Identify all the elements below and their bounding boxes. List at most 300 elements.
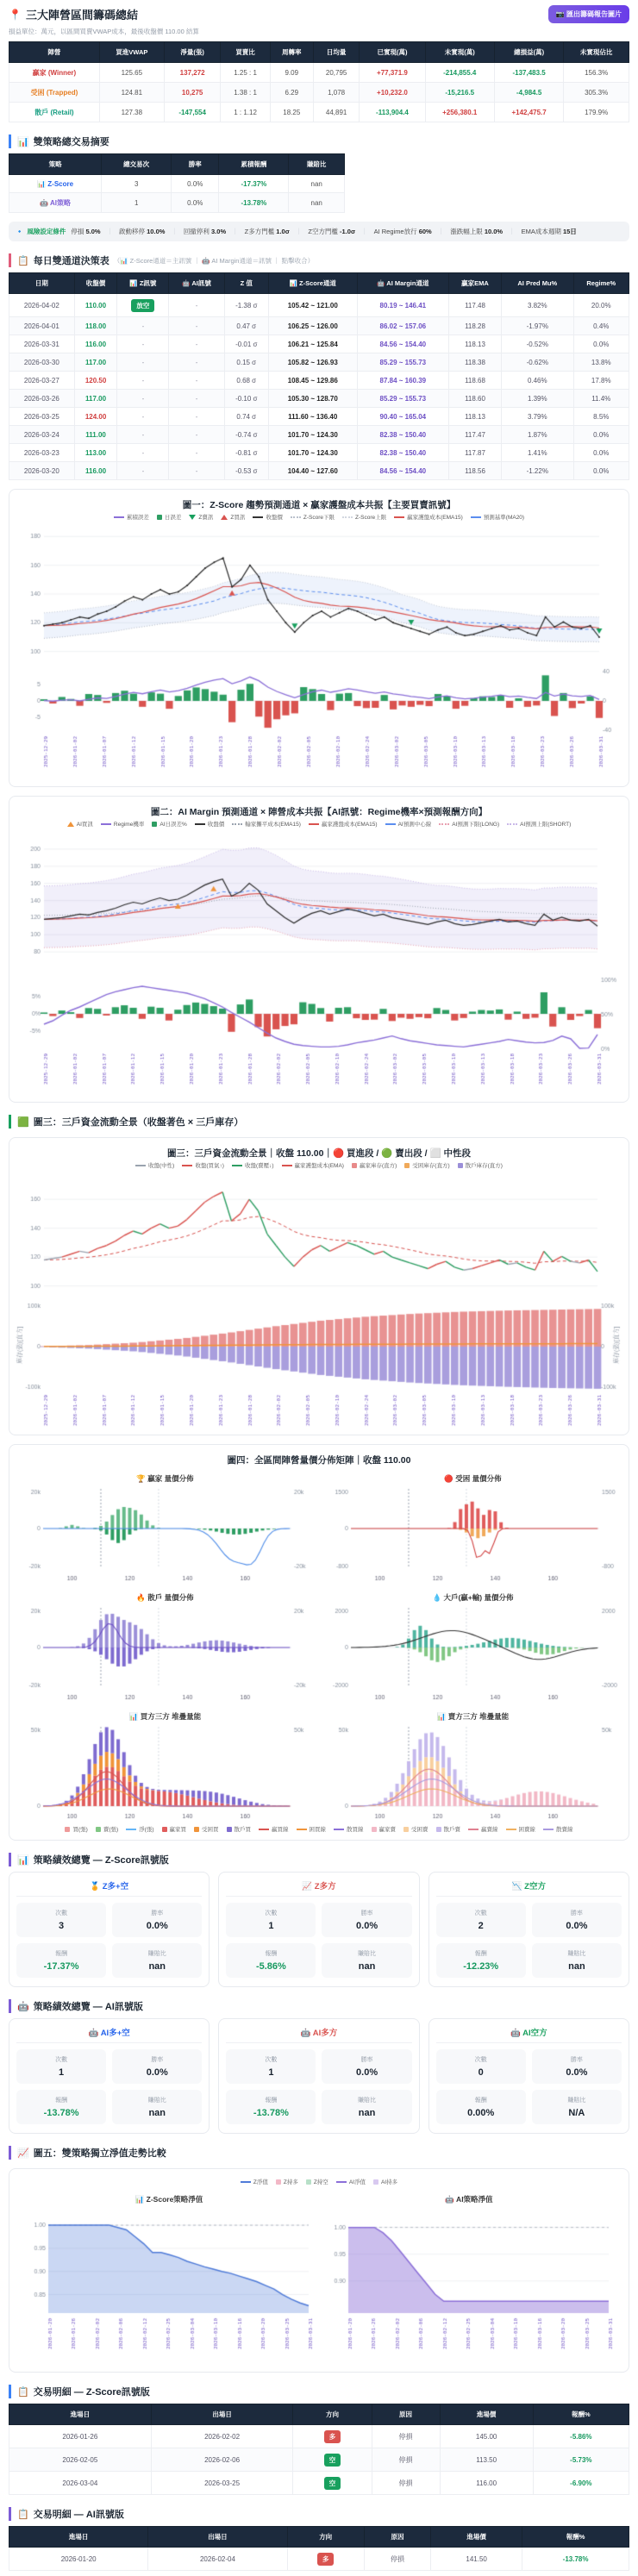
ai-signal-cell: - <box>169 294 224 317</box>
risk-item: AI Regime放行 60% <box>373 228 432 235</box>
legend-marker <box>404 1163 410 1168</box>
legend-item[interactable] <box>221 513 245 521</box>
decision-row[interactable] <box>9 317 629 335</box>
direction-cell <box>287 2548 364 2571</box>
metric-box <box>436 1903 526 1937</box>
legend-item[interactable] <box>373 2178 397 2185</box>
metric-label: 報酬 <box>474 1951 487 1957</box>
column-header: 日期 <box>9 273 75 294</box>
column-header: 日均量 <box>313 42 360 63</box>
legend-item[interactable] <box>306 2178 328 2185</box>
legend-marker <box>65 1827 70 1832</box>
camp-row <box>9 63 629 83</box>
export-report-button[interactable]: 📷 匯出籌碼報告圖片 <box>548 5 629 23</box>
legend-label: 贏家護盤成本(EMA15) <box>321 822 378 828</box>
ema-cell: 118.28 <box>448 317 501 335</box>
legend-item[interactable] <box>276 2178 298 2185</box>
ai-signal-cell: - <box>169 462 224 480</box>
z-value-cell: -0.10 σ <box>224 390 268 408</box>
column-header: 進場價 <box>431 2527 522 2548</box>
z-signal-cell: - <box>117 426 169 444</box>
ai-signal-cell: - <box>169 372 224 390</box>
subplot-title: 🏆 贏家 量價分佈 <box>136 1474 194 1483</box>
metric-value: 0.0% <box>356 1921 378 1931</box>
legend-label: 淨(張) <box>139 1827 154 1833</box>
legend-label: AI預測上限(SHORT) <box>520 822 572 828</box>
column-header: 出場日 <box>148 2527 287 2548</box>
table-cell: -4,984.5 <box>494 83 563 103</box>
metric-label: 勝率 <box>570 2057 583 2063</box>
legend-item[interactable] <box>189 513 213 521</box>
legend-marker <box>259 1829 269 1830</box>
legend-marker <box>543 1829 554 1830</box>
legend-item[interactable] <box>67 820 93 828</box>
regime-cell: 13.8% <box>573 353 629 372</box>
metric-value: 0.0% <box>146 2067 168 2078</box>
ai-trades-table <box>9 2526 629 2571</box>
legend-item[interactable] <box>543 1825 573 1833</box>
date-cell: 2026-04-01 <box>9 317 75 335</box>
z-signal-cell: - <box>117 444 169 462</box>
subplot-title: 📊 買方三方 堆疊量能 <box>128 1712 202 1721</box>
metric-label: 賺賠比 <box>358 2098 377 2104</box>
z-value-cell: -1.38 σ <box>224 294 268 317</box>
camp-row <box>9 103 629 122</box>
legend-item[interactable] <box>282 1161 344 1169</box>
legend-label: 輸家攤平成本(EMA15) <box>245 822 301 828</box>
legend-item[interactable] <box>101 820 144 828</box>
chart4-card <box>9 1444 629 1841</box>
column-header: 方向 <box>287 2527 364 2548</box>
ema-cell: 118.56 <box>448 462 501 480</box>
perf-z-cards <box>9 1872 629 1987</box>
metric-label: 報酬 <box>474 2098 487 2104</box>
legend-label: 受困庫存(直方) <box>412 1163 450 1169</box>
metric-value: 1 <box>268 2067 274 2078</box>
z-signal-cell <box>117 294 169 317</box>
legend-item[interactable] <box>471 513 524 521</box>
legend-label: 日誤差 <box>164 515 182 521</box>
ema-cell: 118.68 <box>448 372 501 390</box>
clipboard-icon: 📋 <box>17 2386 29 2398</box>
risk-item: EMA成本週期 15日 <box>521 228 577 235</box>
legend-item[interactable] <box>65 1825 87 1833</box>
subplot-title: 🔥 散戶 量價分佈 <box>136 1593 194 1602</box>
legend-marker <box>157 515 162 520</box>
legend-item[interactable] <box>468 1825 498 1833</box>
legend-label: 散戶賣 <box>443 1827 461 1833</box>
legend-item[interactable] <box>507 820 571 828</box>
chart3-legend <box>15 1161 623 1169</box>
ema-cell: 117.47 <box>448 426 501 444</box>
legend-label: 散賣線 <box>556 1827 573 1833</box>
volume-profile-subplot <box>15 1468 316 1585</box>
decision-row[interactable] <box>9 372 629 390</box>
mu-cell: -1.97% <box>502 317 573 335</box>
table-cell: 0.0% <box>172 175 219 193</box>
perf-card-title: 📈 Z多方 <box>226 1879 411 1897</box>
legend-label: 散買線 <box>347 1827 364 1833</box>
legend-label: AI持多 <box>380 2179 398 2185</box>
chart5-legend <box>15 2178 623 2185</box>
legend-item[interactable] <box>436 1825 461 1833</box>
column-header: 進場日 <box>9 2527 148 2548</box>
legend-item[interactable] <box>194 1825 219 1833</box>
metric-box <box>436 2049 526 2084</box>
date-cell: 2026-03-27 <box>9 372 75 390</box>
legend-item[interactable] <box>96 1825 118 1833</box>
legend-marker <box>232 1165 242 1166</box>
close-cell: 116.00 <box>74 462 117 480</box>
mu-cell: 3.82% <box>502 294 573 317</box>
z-signal-cell: - <box>117 408 169 426</box>
mu-cell: 1.87% <box>502 426 573 444</box>
price-cell: 145.00 <box>440 2425 533 2448</box>
camp-summary-table <box>9 41 629 122</box>
legend-label: AI淨值 <box>348 2179 366 2185</box>
close-cell: 111.00 <box>74 426 117 444</box>
decision-note: （📊 Z-Score通道＝主訊號 ｜ 🤖 AI Margin通道＝訊號 ｜ 點擊收合） <box>113 256 315 265</box>
legend-item[interactable] <box>385 820 432 828</box>
mu-cell: -0.52% <box>502 335 573 353</box>
date-cell: 2026-04-02 <box>9 294 75 317</box>
legend-item[interactable] <box>342 513 386 521</box>
column-header: 陣營 <box>9 42 100 63</box>
legend-label: AI買訊 <box>76 822 93 828</box>
risk-item: 漲跌幅上限 10.0% <box>450 228 504 235</box>
legend-marker <box>253 516 263 518</box>
z-signal-cell: - <box>117 462 169 480</box>
decision-row[interactable] <box>9 444 629 462</box>
chart1-title: 圖一：Z-Score 趨勢預測通道 × 贏家護盤成本共振【主要買賣訊號】 <box>182 500 456 510</box>
ai-channel-cell: 85.29 ~ 155.73 <box>357 353 448 372</box>
ai-signal-cell: - <box>169 444 224 462</box>
metric-value: 0.0% <box>566 1921 588 1931</box>
legend-marker <box>291 516 301 518</box>
decision-row[interactable] <box>9 294 629 317</box>
ai-equity-chart[interactable] <box>322 2204 616 2368</box>
metric-label: 次數 <box>265 1910 278 1916</box>
legend-item[interactable] <box>232 820 301 828</box>
z-value-cell: 0.68 σ <box>224 372 268 390</box>
metric-box <box>226 1943 316 1978</box>
z-value-cell: -0.81 σ <box>224 444 268 462</box>
regime-cell: 0.0% <box>573 462 629 480</box>
legend-label: 贏家庫存(直方) <box>359 1163 397 1169</box>
mu-cell: -1.22% <box>502 462 573 480</box>
ema-cell: 117.87 <box>448 444 501 462</box>
legend-label: Z持空 <box>313 2179 328 2185</box>
metric-value: N/A <box>568 2108 585 2118</box>
perf-card <box>218 1872 419 1987</box>
legend-item[interactable] <box>157 513 182 521</box>
chart5-card <box>9 2168 629 2373</box>
metric-value: -13.78% <box>43 2108 79 2118</box>
legend-marker <box>506 1829 516 1830</box>
column-header: 🤖 AI訊號 <box>169 273 224 294</box>
date-cell: 2026-02-05 <box>9 2448 152 2472</box>
section-decision: 📋 每日雙通道決策表 （📊 Z-Score通道＝主訊號 ｜ 🤖 AI Margin通道＝訊號 ｜ 點擊收合） <box>9 253 629 267</box>
short-signal-badge: 放空 <box>131 299 154 312</box>
legend-item[interactable] <box>232 1161 274 1169</box>
chart3-title: 圖三：三戶資金流動全景｜收盤 110.00｜🔴 買進段 / 🟢 賣出段 / ⬜ 中性段 <box>167 1148 471 1159</box>
date-cell: 2026-02-02 <box>151 2425 293 2448</box>
legend-item[interactable] <box>309 820 378 828</box>
close-cell: 116.00 <box>74 335 117 353</box>
direction-badge: 空 <box>324 2477 341 2490</box>
risk-item: 回撤停利 3.0% <box>183 228 227 235</box>
legend-label: 贏家賣 <box>378 1827 397 1833</box>
legend-item[interactable] <box>114 513 149 521</box>
metric-box <box>112 2090 202 2124</box>
regime-cell: 0.0% <box>573 444 629 462</box>
regime-cell: 0.4% <box>573 317 629 335</box>
strategy-name: 🤖 AI策略 <box>9 193 102 213</box>
column-header: 已實現(萬) <box>360 42 425 63</box>
decision-row[interactable] <box>9 353 629 372</box>
metric-value: 0.0% <box>566 2067 588 2078</box>
legend-item[interactable] <box>297 1825 327 1833</box>
legend-item[interactable] <box>439 820 499 828</box>
legend-item[interactable] <box>506 1825 536 1833</box>
legend-item[interactable] <box>352 1161 397 1169</box>
metric-label: 勝率 <box>360 2057 373 2063</box>
z-channel-cell: 105.30 ~ 128.70 <box>268 390 357 408</box>
table-cell: +256,380.1 <box>425 103 494 122</box>
date-cell: 2026-03-24 <box>9 426 75 444</box>
metric-grid <box>226 1903 411 1978</box>
decision-row[interactable] <box>9 426 629 444</box>
metric-box <box>112 1943 202 1978</box>
legend-marker <box>297 1829 307 1830</box>
section-trades-z: 📋 交易明細 — Z-Score訊號版 <box>9 2385 629 2398</box>
clipboard-icon: 📋 <box>17 2509 29 2520</box>
metric-box <box>226 2090 316 2124</box>
legend-item[interactable] <box>394 513 463 521</box>
column-header: 策略 <box>9 154 102 175</box>
reason-cell: 停損 <box>364 2548 430 2571</box>
volume-profile-subplot <box>15 1587 316 1704</box>
table-cell: 156.3% <box>564 63 629 83</box>
column-header: 進場日 <box>9 2404 152 2425</box>
direction-cell <box>293 2425 372 2448</box>
metric-box <box>322 1903 411 1937</box>
metric-value: 0.0% <box>146 1921 168 1931</box>
ai-signal-cell: - <box>169 390 224 408</box>
close-cell: 110.00 <box>74 294 117 317</box>
legend-item[interactable] <box>334 1825 364 1833</box>
z-value-cell: 0.74 σ <box>224 408 268 426</box>
return-cell: -5.86% <box>533 2425 629 2448</box>
legend-item[interactable] <box>241 2178 268 2185</box>
metric-box <box>532 2090 622 2124</box>
z-signal-cell: - <box>117 317 169 335</box>
legend-marker <box>385 823 396 825</box>
chart2-card <box>9 796 629 1103</box>
metric-value: nan <box>148 2108 166 2118</box>
legend-marker <box>221 515 228 520</box>
reason-cell: 停損 <box>372 2425 440 2448</box>
metric-label: 報酬 <box>265 1951 278 1957</box>
legend-item[interactable] <box>182 1161 224 1169</box>
z-channel-cell: 111.60 ~ 136.40 <box>268 408 357 426</box>
metric-box <box>322 1943 411 1978</box>
close-cell: 120.50 <box>74 372 117 390</box>
perf-card-title: 📉 Z空方 <box>436 1879 622 1897</box>
metric-value: nan <box>358 2108 376 2118</box>
chart2-title: 圖二：AI Margin 預測通道 × 陣營成本共振【AI訊號：Regime機率×預測報酬方向】 <box>150 807 488 817</box>
table-cell: 137,272 <box>164 63 221 83</box>
legend-item[interactable] <box>152 820 186 828</box>
legend-label: AI預測中心線 <box>397 822 432 828</box>
column-header: 原因 <box>364 2527 430 2548</box>
legend-item[interactable] <box>253 513 283 521</box>
volume-profile-canvas[interactable] <box>17 1484 314 1585</box>
table-cell: 1 <box>102 193 172 213</box>
price-cell: 116.00 <box>440 2472 533 2495</box>
metric-box <box>112 2049 202 2084</box>
ai-margin-channel-chart[interactable] <box>15 831 623 1098</box>
date-cell: 2026-03-20 <box>9 462 75 480</box>
legend-marker <box>162 1827 167 1832</box>
decision-row[interactable] <box>9 462 629 480</box>
decision-row[interactable] <box>9 390 629 408</box>
legend-item[interactable] <box>404 1161 449 1169</box>
legend-marker <box>336 2181 347 2183</box>
legend-label: 累積誤差 <box>126 515 149 521</box>
z-channel-cell: 106.21 ~ 125.84 <box>268 335 357 353</box>
table-cell: 1.38 : 1 <box>221 83 270 103</box>
legend-item[interactable] <box>403 1825 428 1833</box>
ema-cell: 118.60 <box>448 390 501 408</box>
legend-label: 賣(張) <box>103 1827 119 1833</box>
legend-marker <box>114 516 124 518</box>
legend-marker <box>372 1827 377 1832</box>
ai-channel-cell: 82.38 ~ 150.40 <box>357 426 448 444</box>
column-header: 賺賠比 <box>289 154 345 175</box>
perf-card-title: 🤖 AI空方 <box>436 2026 622 2043</box>
date-cell: 2026-03-04 <box>9 2472 152 2495</box>
zscore-channel-chart[interactable] <box>15 524 623 783</box>
legend-label: 散戶買 <box>234 1827 252 1833</box>
z-channel-cell: 105.82 ~ 126.93 <box>268 353 357 372</box>
column-header: 出場日 <box>151 2404 293 2425</box>
legend-marker <box>152 822 157 827</box>
column-header: 方向 <box>293 2404 372 2425</box>
date-cell: 2026-03-31 <box>9 335 75 353</box>
metric-value: 2 <box>478 1921 484 1931</box>
table-cell: +10,232.0 <box>360 83 425 103</box>
legend-item[interactable] <box>227 1825 252 1833</box>
table-cell: 受困 (Trapped) <box>9 83 100 103</box>
column-header: 勝率 <box>172 154 219 175</box>
metric-value: 0.0% <box>356 2067 378 2078</box>
ai-channel-cell: 80.19 ~ 146.41 <box>357 294 448 317</box>
volume-profile-canvas[interactable] <box>325 1722 622 1823</box>
metric-label: 賺賠比 <box>567 2098 586 2104</box>
legend-item[interactable] <box>162 1825 187 1833</box>
metric-box <box>16 1903 106 1937</box>
bar-chart-icon: 📊 <box>17 1854 29 1866</box>
equity-ai-title: 🤖 AI策略淨值 <box>445 2195 493 2204</box>
strategy-row <box>9 175 345 193</box>
date-cell: 2026-03-25 <box>9 408 75 426</box>
volume-profile-canvas[interactable] <box>325 1484 622 1585</box>
metric-box <box>532 1903 622 1937</box>
metric-box <box>322 2090 411 2124</box>
decision-row[interactable] <box>9 335 629 353</box>
column-header: 收盤價 <box>74 273 117 294</box>
direction-badge: 空 <box>324 2454 341 2467</box>
legend-label: 收盤價 <box>266 515 283 521</box>
legend-item[interactable] <box>195 820 225 828</box>
green-chart-icon: 🟩 <box>17 1116 29 1128</box>
ai-signal-cell: - <box>169 335 224 353</box>
metric-box <box>436 1943 526 1978</box>
legend-item[interactable] <box>126 1825 153 1833</box>
bar-chart-icon: 📊 <box>17 136 29 147</box>
metric-value: 0.00% <box>467 2108 495 2118</box>
volume-profile-subplot <box>322 1706 623 1823</box>
legend-label: 收盤(賣壓↓) <box>244 1163 274 1169</box>
legend-marker <box>373 2179 378 2185</box>
subplot-title: 💧 大戶(贏+輸) 量價分佈 <box>432 1593 514 1602</box>
legend-label: Z賣訊 <box>198 515 214 521</box>
fund-flow-chart[interactable] <box>15 1172 623 1431</box>
chart4-title: 圖四：全區間陣營量價分佈矩陣｜收盤 110.00 <box>227 1455 411 1466</box>
legend-item[interactable] <box>259 1825 289 1833</box>
decision-row[interactable] <box>9 408 629 426</box>
volume-profile-subplot <box>322 1587 623 1704</box>
perf-card <box>9 1872 210 1987</box>
legend-item[interactable] <box>135 1161 174 1169</box>
legend-item[interactable] <box>291 513 335 521</box>
legend-label: Regime機率 <box>113 822 145 828</box>
metric-value: nan <box>148 1961 166 1972</box>
separator: ｜ <box>232 228 239 235</box>
legend-marker <box>436 1827 441 1832</box>
column-header: 買進VWAP <box>99 42 164 63</box>
mu-cell: -0.62% <box>502 353 573 372</box>
close-cell: 117.00 <box>74 390 117 408</box>
legend-label: AI預測下限(LONG) <box>452 822 500 828</box>
z-equity-chart[interactable] <box>22 2204 316 2368</box>
legend-label: 困賣線 <box>518 1827 536 1833</box>
legend-label: 困買線 <box>309 1827 327 1833</box>
section-perf-ai: 🤖 策略績效總覽 — AI訊號版 <box>9 1999 629 2013</box>
legend-item[interactable] <box>372 1825 397 1833</box>
table-cell: 0.0% <box>172 193 219 213</box>
volume-profile-canvas[interactable] <box>325 1603 622 1704</box>
legend-marker <box>352 1163 357 1168</box>
table-cell: nan <box>289 193 345 213</box>
table-cell: 10,275 <box>164 83 221 103</box>
chart3-card <box>9 1137 629 1435</box>
volume-profile-canvas[interactable] <box>17 1603 314 1704</box>
metric-label: 勝率 <box>360 1910 373 1916</box>
metric-value: 1 <box>268 1921 274 1931</box>
legend-item[interactable] <box>458 1161 503 1169</box>
volume-profile-canvas[interactable] <box>17 1722 314 1823</box>
return-cell: -6.90% <box>533 2472 629 2495</box>
table-cell: -15,216.5 <box>425 83 494 103</box>
legend-item[interactable] <box>336 2178 366 2185</box>
legend-marker <box>135 1165 146 1166</box>
legend-label: 預測基準(MA20) <box>483 515 525 521</box>
trade-row <box>9 2448 629 2472</box>
z-value-cell: -0.74 σ <box>224 426 268 444</box>
separator: ｜ <box>361 228 368 235</box>
